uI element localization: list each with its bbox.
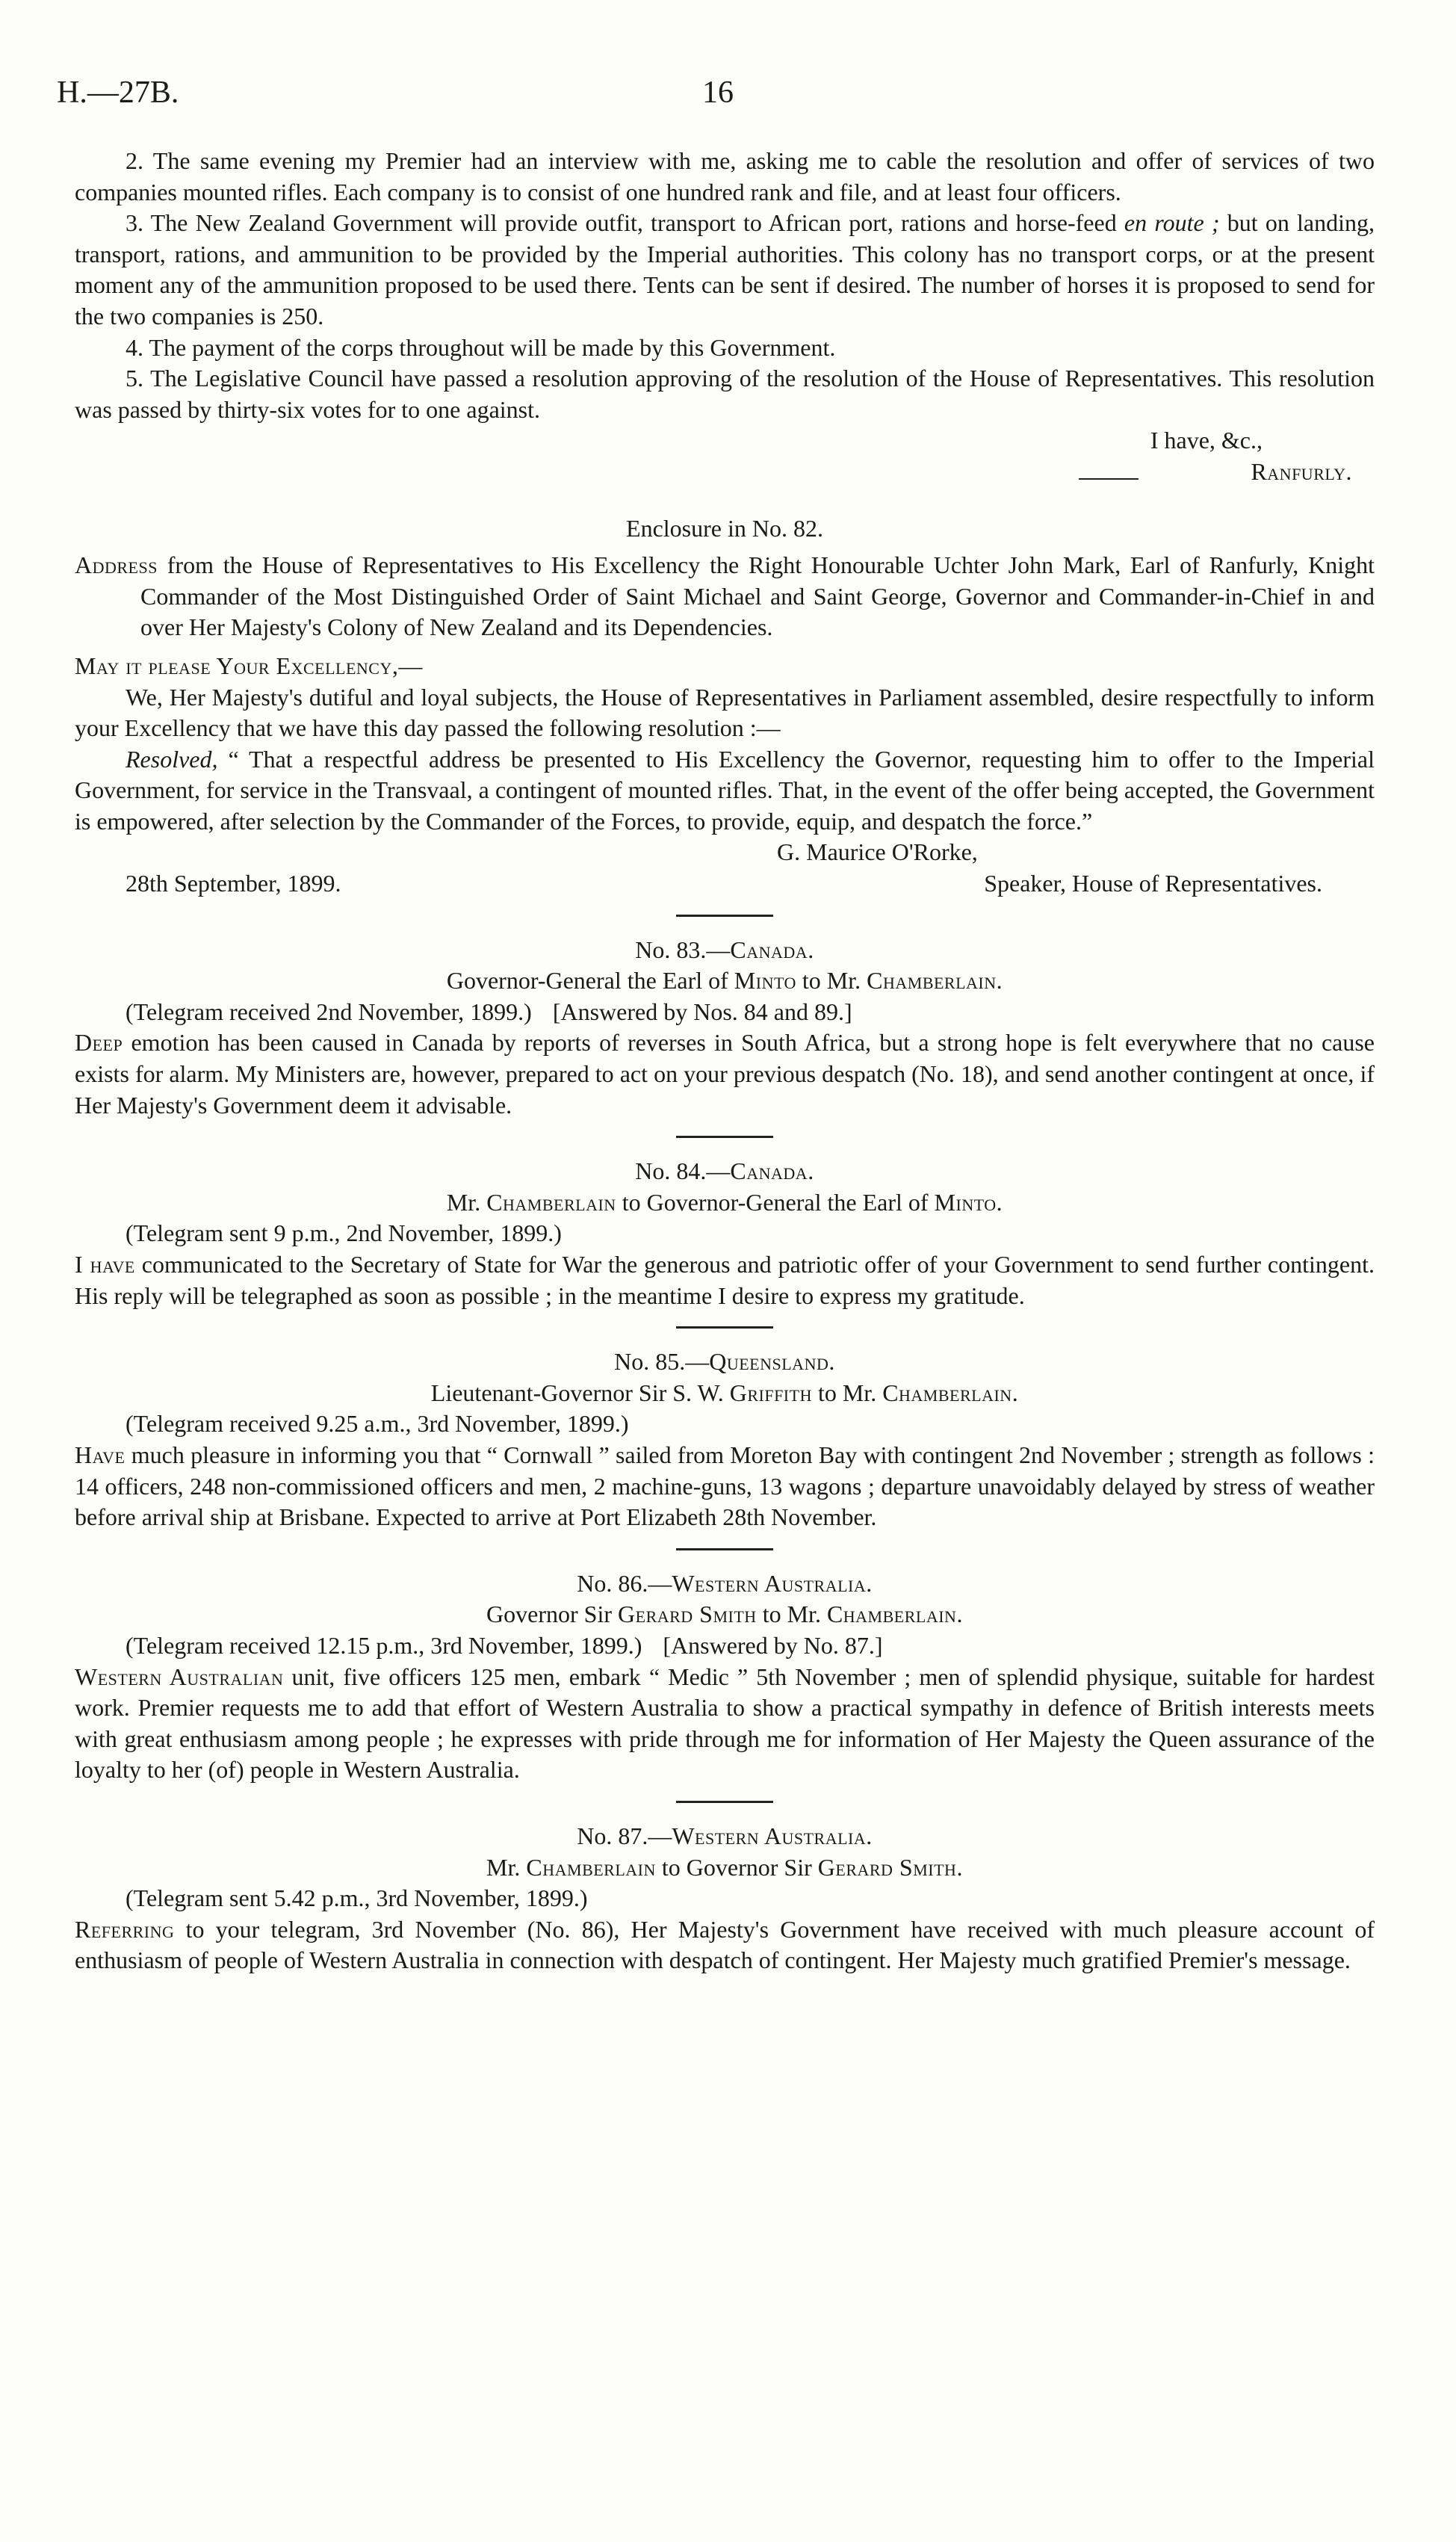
paper-reference: H.—27B. (57, 75, 179, 110)
despatch-parties (75, 965, 1375, 997)
despatch-text: to your telegram, 3rd November (No. 86), Her Majesty's Government have received with much pleasure account of enthusiasm of people of Western Australia in connection with despatch of contingent. Her Majesty much gratified Premier's message. (75, 1915, 1375, 1974)
despatch-colony: Western Australia. (672, 1822, 873, 1849)
short-dash (1079, 478, 1139, 480)
party-text: Minto. (934, 1188, 1003, 1216)
party-text: Chamberlain. (826, 1601, 963, 1628)
despatch-lead: I have (75, 1251, 135, 1278)
despatch-number (75, 935, 1375, 966)
speaker-title: Speaker, House of Representatives. (984, 870, 1322, 897)
date-line (75, 868, 1375, 900)
despatch-text: emotion has been caused in Canada by reports of reverses in South Africa, but a strong hope is felt everywhere that no cause exists for alarm. My Ministers are, however, prepared to act on your previous despatch (No. 18), and send another contingent at once, if Her Majesty's Government deem it advisable. (75, 1029, 1375, 1119)
section-divider (676, 915, 773, 917)
party-text: to Governor-General the Earl of (616, 1188, 935, 1216)
signature-line (75, 457, 1375, 488)
answered-note: [Answered by No. 87.] (663, 1631, 883, 1659)
party-text: Griffith (729, 1379, 812, 1406)
despatch-lead: Western Australian (75, 1663, 284, 1690)
despatch-parties (75, 1378, 1375, 1409)
address-heading (75, 550, 1375, 643)
address-body: We, Her Majesty's dutiful and loyal subjects, the House of Representatives in Parliament assembled, desire respectfully to inform your Excellency that we have this day passed the following resolution :— (75, 683, 1375, 742)
despatch-text: communicated to the Secretary of State for War the generous and patriotic offer of your Government to send further contingent. His reply will be telegraphed as soon as possible ; in the meantime I desire to express my gratitude. (75, 1251, 1375, 1309)
party-text: Mr. (446, 1188, 487, 1216)
despatch-parties (75, 1852, 1375, 1884)
resolution (75, 744, 1375, 838)
page-number: 16 (702, 75, 734, 110)
despatch-text: much pleasure in informing you that “ Cornwall ” sailed from Moreton Bay with contingent 2nd November ; strength as follows : 14 officers, 248 non-commissioned officers and men, 2 machine-guns, 13 wagons ; departure unavoidably delayed by stress of weather before arrival ship at Brisbane. Expected to arrive at Port Elizabeth 28th November. (75, 1441, 1375, 1531)
party-text: to Governor Sir (655, 1853, 818, 1881)
paragraph-3 (75, 208, 1375, 332)
signature: Ranfurly. (1251, 457, 1352, 485)
telegram-note (75, 997, 1375, 1028)
despatch-number (75, 1346, 1375, 1378)
despatch-number (75, 1821, 1375, 1852)
page-header (0, 75, 1456, 120)
telegram-note (75, 1630, 1375, 1662)
despatch-number-text: No. 85.— (614, 1348, 710, 1376)
address-date: 28th September, 1899. (126, 870, 341, 897)
paragraph-5: 5. The Legislative Council have passed a resolution approving of the resolution of the House of Representatives. This resolution was passed by thirty-six votes for to one against. (75, 365, 1375, 423)
resolved-lead: Resolved, (126, 745, 218, 773)
despatch-lead: Deep (75, 1029, 123, 1057)
closing-formula: I have, &c., (1150, 427, 1263, 454)
party-text: to Mr. (756, 1601, 827, 1628)
resolved-text: “ That a respectful address be presented to His Excellency the Governor, requesting him to offer to the Imperial Government, for service in the Transvaal, a contingent of mounted rifles. That, in the event of the offer being accepted, the Government is empowered, after selection by the Commander of the Forces, to provide, equip, and despatch the force.” (75, 745, 1375, 835)
section-divider (676, 1801, 773, 1803)
party-text: to Mr. (796, 967, 867, 995)
despatch-colony: Western Australia. (672, 1569, 873, 1597)
enclosure-title: Enclosure in No. 82. (626, 514, 823, 542)
telegram-date: (Telegram sent 9 p.m., 2nd November, 1899.) (126, 1219, 562, 1247)
despatch-colony: Canada. (730, 936, 814, 963)
despatch-number-text: No. 83.— (635, 936, 731, 963)
party-text: Lieutenant-Governor Sir S. W. (430, 1379, 730, 1406)
despatch-body (75, 1027, 1375, 1121)
party-text: Chamberlain (526, 1853, 656, 1881)
despatch-body (75, 1914, 1375, 1976)
despatch-number (75, 1568, 1375, 1600)
telegram-date: (Telegram received 9.25 a.m., 3rd November, 1899.) (126, 1410, 629, 1438)
answered-note: [Answered by Nos. 84 and 89.] (552, 998, 852, 1025)
address-lead: Address (75, 551, 158, 579)
party-text: Chamberlain. (882, 1379, 1019, 1406)
despatch-body (75, 1662, 1375, 1786)
section-divider (676, 1326, 773, 1329)
paragraph-4: 4. The payment of the corps throughout will be made by this Government. (126, 333, 836, 361)
despatch-body (75, 1440, 1375, 1533)
despatch-body (75, 1249, 1375, 1311)
section-divider (676, 1548, 773, 1550)
despatch-number-text: No. 84.— (635, 1157, 731, 1185)
despatch-number (75, 1156, 1375, 1187)
telegram-date: (Telegram sent 5.42 p.m., 3rd November, 1899.) (126, 1884, 588, 1912)
telegram-date: (Telegram received 2nd November, 1899.) (126, 998, 532, 1025)
party-text: to Mr. (811, 1379, 883, 1406)
telegram-note (75, 1218, 1375, 1249)
section-divider (676, 1136, 773, 1138)
telegram-note (75, 1883, 1375, 1914)
party-text: Gerard Smith (618, 1601, 757, 1628)
despatch-number-text: No. 87.— (577, 1822, 672, 1849)
telegram-note (75, 1408, 1375, 1440)
despatch-number-text: No. 86.— (577, 1569, 672, 1597)
party-text: Governor Sir (486, 1601, 619, 1628)
document-body (75, 146, 1375, 1976)
party-text: Chamberlain (486, 1188, 616, 1216)
despatch-parties (75, 1599, 1375, 1630)
party-text: Governor-General the Earl of (446, 967, 734, 995)
despatch-colony: Canada. (730, 1157, 814, 1185)
party-text: Gerard Smith. (817, 1853, 963, 1881)
paragraph-3-italic: en route ; (1124, 209, 1220, 237)
party-text: Minto (734, 967, 796, 995)
party-text: Chamberlain. (867, 967, 1003, 995)
despatch-lead: Referring (75, 1915, 175, 1943)
salutation: May it please Your Excellency,— (75, 652, 423, 679)
despatch-text: unit, five officers 125 men, embark “ Medic ” 5th November ; men of splendid physique, suitable for hardest work. Premier requests me to add that effort of Western Australia to show a practical sympathy in defence of British interests meets with great enthusiasm among people ; he expresses with pride through me for information of Her Majesty the Queen assurance of the loyalty to her (of) people in Western Australia. (75, 1663, 1375, 1784)
paragraph-3-end: but on landing, transport, rations, and ammunition to be provided by the Imperial authorities. This colony has no transport corps, or at the present moment any of the ammunition proposed to be used there. Tents can be sent if desired. The number of horses it is proposed to send for the two companies is 250. (75, 209, 1375, 330)
party-text: Mr. (486, 1853, 527, 1881)
speaker-name: G. Maurice O'Rorke, (777, 838, 978, 866)
despatch-list (75, 915, 1375, 1976)
paragraph-3-start: 3. The New Zealand Government will provide outfit, transport to African port, rations and horse-feed (126, 209, 1124, 237)
despatch-colony: Queensland. (709, 1348, 835, 1376)
despatch-parties (75, 1187, 1375, 1219)
address-text: from the House of Representatives to His Excellency the Right Honourable Uchter John Mark, Earl of Ranfurly, Knight Commander of the Most Distinguished Order of Saint Michael and Saint George, Governor and Commander-in-Chief in and over Her Majesty's Colony of New Zealand and its Dependencies. (140, 551, 1375, 641)
despatch-lead: Have (75, 1441, 126, 1468)
paragraph-2: 2. The same evening my Premier had an interview with me, asking me to cable the resolution and offer of services of two companies mounted rifles. Each company is to consist of one hundred rank and file, and at least four officers. (75, 147, 1375, 205)
telegram-date: (Telegram received 12.15 p.m., 3rd November, 1899.) (126, 1631, 642, 1659)
